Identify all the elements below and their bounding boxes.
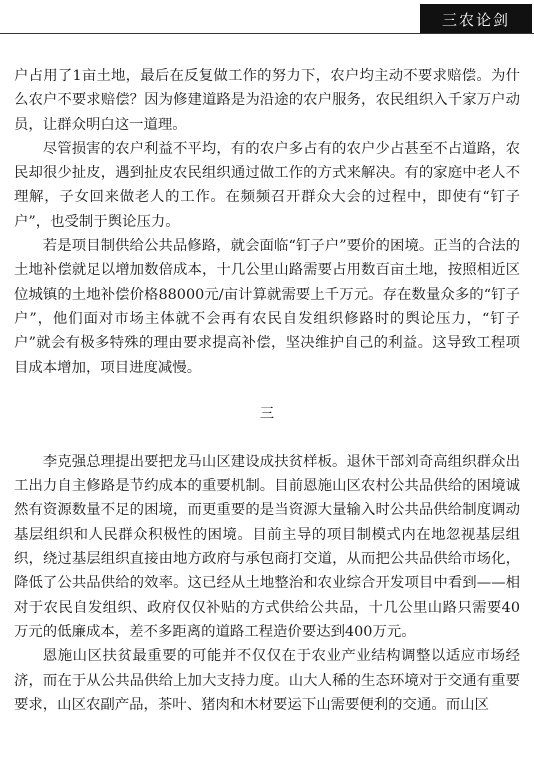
section-heading: 三 [259, 405, 275, 422]
header-divider [0, 33, 534, 34]
paragraph-3: 若是项目制供给公共品修路，就会面临“钉子户”要价的困境。正当的合法的土地补偿就足以增加数倍成本，十几公里山路需要占用数百亩土地，按照相近区位城镇的土地补偿价格88000元/亩计算就需要上千万元。存在数量众多的“钉子户”，他们面对市场主体就不会再有农民自发组织修路时的舆论压力，“钉子户”就会有极多特殊的理由要求提高补偿，坚决维护自己的利益。这导致工程项目成本增加，项目进度减慢。 [14, 238, 520, 376]
column-title-tag: 三农论剑 [420, 4, 532, 34]
paragraph-4: 李克强总理提出要把龙马山区建设成扶贫样板。退休干部刘奇高组织群众出工出力自主修路是节约成本的重要机制。目前恩施山区农村公共品供给的困境诚然有资源数量不足的困境，而更重要的是当资源大量输入时公共品供给制度调动基层组织和人民群众积极性的困境。目前主导的项目制模式内在地忽视基层组织，绕过基层组织直接由地方政府与承包商打交道，从而把公共品供给市场化，降低了公共品供给的效率。这已经从土地整治和农业综合开发项目中看到——相对于农民自发组织、政府仅仅补贴的方式供给公共品，十几公里山路只需要40万元的低廉成本，差不多距离的道路工程造价要达到400万元。 [14, 453, 520, 640]
paragraph-2: 尽管损害的农户利益不平均，有的农户多占有的农户少占甚至不占道路，农民却很少扯皮，遇到扯皮农民组织通过做工作的方式来解决。有的家庭中老人不理解，子女回来做老人的工作。在频频召开群众大会的过程中，即使有“钉子户”，也受制于舆论压力。 [14, 140, 520, 230]
running-header [0, 0, 534, 34]
paragraph-5: 恩施山区扶贫最重要的可能并不仅仅在于农业产业结构调整以适应市场经济，而在于从公共品供给上加大支持力度。山大人稀的生态环境对于交通有重要要求，山区农副产品，茶叶、猪肉和木材要运下山需要便利的交通。而山区 [14, 648, 520, 713]
paragraph-1: 户占用了1亩土地，最后在反复做工作的努力下，农户均主动不要求赔偿。为什么农户不要求赔偿？因为修建道路是为沿途的农户服务，农民组织入千家万户动员，让群众明白这一道理。 [14, 68, 520, 133]
page-body [14, 64, 520, 717]
